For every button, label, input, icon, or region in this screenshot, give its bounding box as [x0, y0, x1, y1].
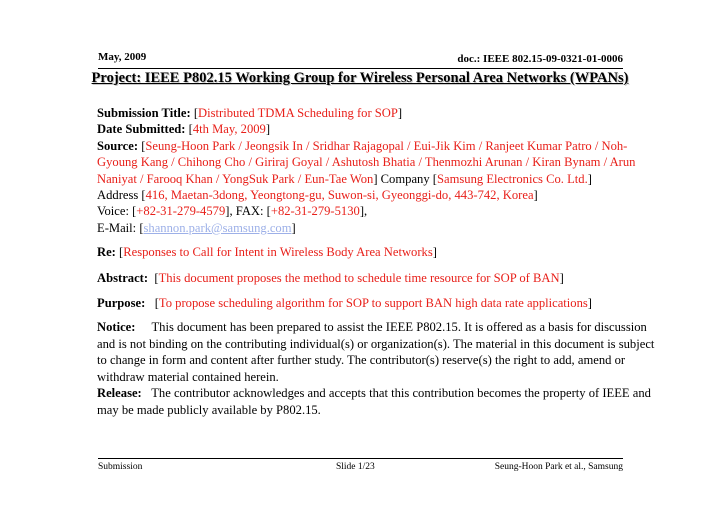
footer-slide-number: Slide 1/23 — [336, 462, 375, 472]
source-authors: Seung-Hoon Park / Jeongsik In / Sridhar Rajagopal / Eui-Jik Kim / Ranjeet Kumar Patro / Noh-Gyoung Kang / Chihong Cho / Giriraj Goyal / Ashutosh Bhatia / Thenmozhi Arunan / Kiran Bynam / Arun Naniyat / Farooq Khan / YongSuk Park / Eun-Tae Won — [97, 138, 636, 186]
header-date: May, 2009 — [98, 51, 147, 63]
header-doc-id: doc.: IEEE 802.15-09-0321-01-0006 — [457, 53, 623, 65]
date-submitted-row: Date Submitted: [4th May, 2009] — [97, 122, 271, 137]
voice-value: +82-31-279-4579 — [136, 204, 226, 219]
company-label: Company — [380, 171, 430, 186]
date-submitted-value: 4th May, 2009 — [192, 122, 266, 137]
source-row: Source: [Seung-Hoon Park / Jeongsik In / Sridhar Rajagopal / Eui-Jik Kim / Ranjeet Kumar Patro / Noh-Gyoung Kang / Chihong Cho / Giriraj Goyal / Ashutosh Bhatia / Thenmozhi Arunan / Kiran Bynam / Arun Naniyat / Farooq Khan / YongSuk Park / Eun-Tae Won] Company [Samsung Electronics Co. Ltd.] — [97, 138, 636, 186]
source-label: Source: — [97, 138, 139, 153]
re-label: Re: — [97, 245, 116, 260]
purpose-value: To propose scheduling algorithm for SOP to support BAN high data rate applications — [158, 296, 588, 311]
address-value: 416, Maetan-3dong, Yeongtong-gu, Suwon-si, Gyeonggi-do, 443-742, Korea — [145, 188, 534, 203]
date-submitted-label: Date Submitted: — [97, 122, 186, 137]
footer-author: Seung-Hoon Park et al., Samsung — [494, 462, 623, 472]
fax-label: FAX: — [235, 204, 264, 219]
company-value: Samsung Electronics Co. Ltd. — [436, 171, 588, 186]
notice-text: This document has been prepared to assist the IEEE P802.15. It is offered as a basis for discussion and is not binding on the contributing individual(s) or organization(s). The material in this document is subject to change in form and content after further study. The contributor(s) reserve(s) the right to add, amend or withdraw material contained herein. — [97, 320, 655, 384]
cover-body — [97, 105, 662, 418]
header-divider — [98, 68, 623, 69]
purpose-label: Purpose: — [97, 296, 146, 311]
email-row: E-Mail: [shannon.park@samsung.com] — [97, 220, 296, 235]
voice-fax-row: Voice: [+82-31-279-4579], FAX: [+82-31-279-5130], — [97, 204, 368, 219]
purpose-row: Purpose: [To propose scheduling algorithm for SOP to support BAN high data rate applications] — [97, 296, 592, 311]
abstract-value: This document proposes the method to schedule time resource for SOP of BAN — [158, 270, 560, 285]
voice-label: Voice: — [97, 204, 129, 219]
footer-submission: Submission — [98, 462, 143, 472]
project-title: Project: IEEE P802.15 Working Group for Wireless Personal Area Networks (WPANs) — [91, 70, 629, 86]
abstract-label: Abstract: — [97, 270, 149, 285]
re-value: Responses to Call for Intent in Wireless Body Area Networks — [123, 245, 433, 260]
fax-value: +82-31-279-5130 — [270, 204, 360, 219]
re-row: Re: [Responses to Call for Intent in Wireless Body Area Networks] — [97, 245, 437, 260]
release-text: The contributor acknowledges and accepts that this contribution becomes the property of IEEE and may be made publicly available by P802.15. — [97, 386, 651, 417]
email-link[interactable]: shannon.park@samsung.com — [143, 220, 292, 235]
address-label: Address — [97, 188, 139, 203]
release-row — [97, 385, 662, 418]
release-label: Release: — [97, 386, 142, 401]
email-label: E-Mail: — [97, 220, 137, 235]
submission-title-row: Submission Title: [Distributed TDMA Scheduling for SOP] — [97, 106, 403, 120]
abstract-row: Abstract: [This document proposes the method to schedule time resource for SOP of BAN] — [97, 270, 564, 285]
address-row: Address [416, Maetan-3dong, Yeongtong-gu, Suwon-si, Gyeonggi-do, 443-742, Korea] — [97, 188, 538, 203]
notice-label: Notice: — [97, 320, 136, 335]
submission-title-label: Submission Title: — [97, 106, 191, 120]
notice-row — [97, 319, 662, 385]
footer-divider — [98, 458, 623, 459]
submission-title-value: Distributed TDMA Scheduling for SOP — [198, 106, 398, 120]
